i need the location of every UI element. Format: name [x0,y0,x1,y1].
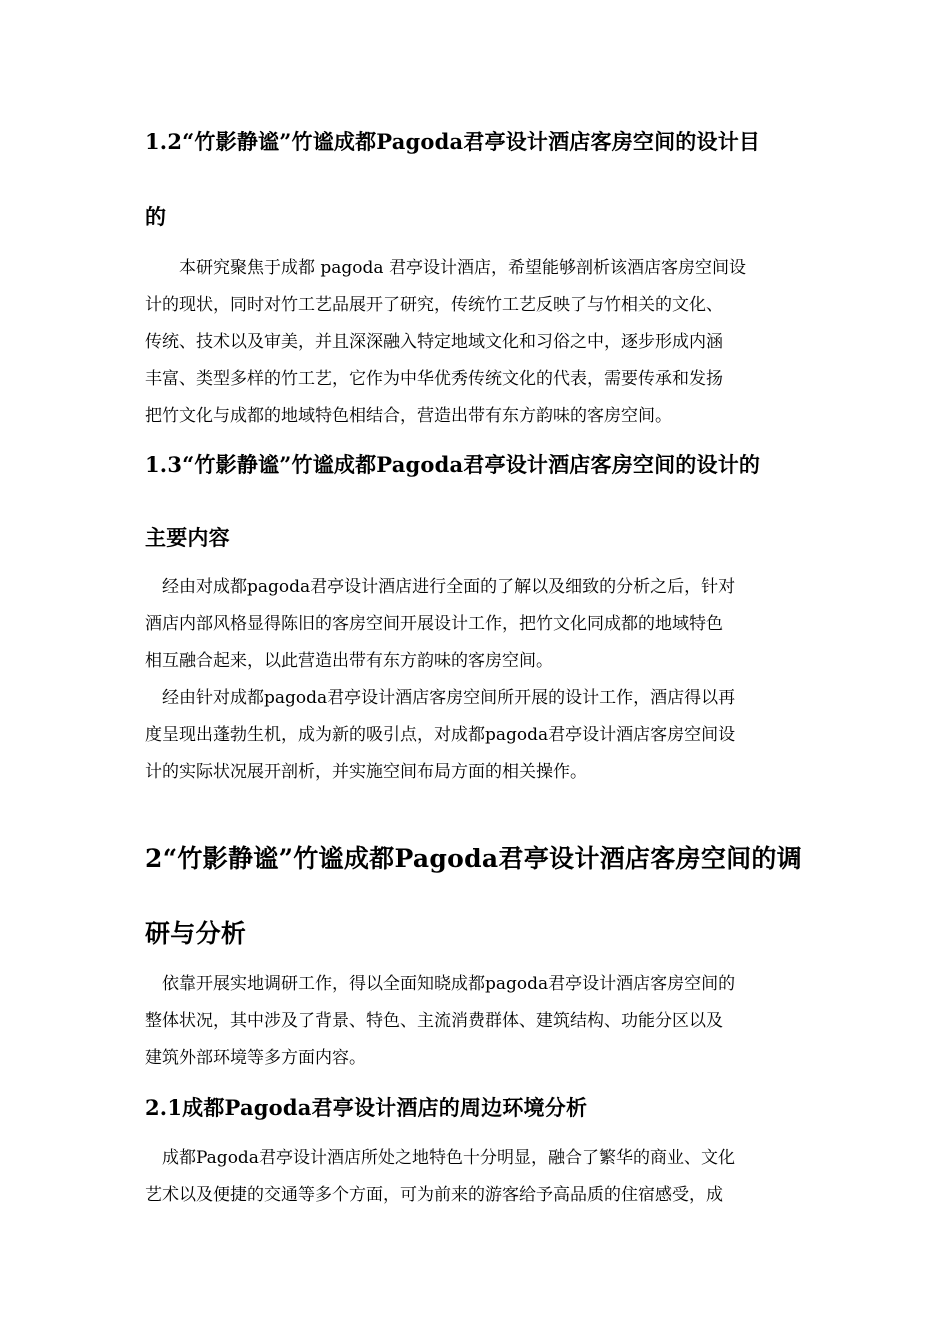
paragraph-line: 经由对成都pagoda君亭设计酒店进行全面的了解以及细致的分析之后，针对 [162,577,736,597]
paragraph-line: 把竹文化与成都的地域特色相结合，营造出带有东方韵味的客房空间。 [145,406,672,426]
paragraph-line: 整体状况，其中涉及了背景、特色、主流消费群体、建筑结构、功能分区以及 [145,1011,723,1031]
paragraph-line: 度呈现出蓬勃生机，成为新的吸引点，对成都pagoda君亭设计酒店客房空间设 [145,725,736,745]
paragraph-line: 建筑外部环境等多方面内容。 [145,1048,366,1068]
paragraph-line: 成都Pagoda君亭设计酒店所处之地特色十分明显，融合了繁华的商业、文化 [162,1148,735,1168]
heading-2-1: 2.1成都Pagoda君亭设计酒店的周边环境分析 [145,1095,588,1120]
paragraph-line: 依靠开展实地调研工作，得以全面知晓成都pagoda君亭设计酒店客房空间的 [162,974,736,994]
paragraph-line: 丰富、类型多样的竹工艺，它作为中华优秀传统文化的代表，需要传承和发扬 [145,369,723,389]
paragraph-1-2 [145,250,807,435]
paragraph-2-1 [145,1140,807,1214]
paragraph-line: 计的现状，同时对竹工艺品展开了研究，传统竹工艺反映了与竹相关的文化、 [145,295,723,315]
heading-2-line1: 2“竹影静谧”竹谧成都Pagoda君亭设计酒店客房空间的调 [145,844,803,873]
paragraph-line: 传统、技术以及审美，并且深深融入特定地域文化和习俗之中，逐步形成内涵 [145,332,723,352]
heading-1-2-line1: 1.2“竹影静谧”竹谧成都Pagoda君亭设计酒店客房空间的设计目 [145,129,761,154]
heading-1-3-line1: 1.3“竹影静谧”竹谧成都Pagoda君亭设计酒店客房空间的设计的 [145,452,761,477]
heading-2-line2: 研与分析 [145,919,247,948]
paragraph-line: 计的实际状况展开剖析，并实施空间布局方面的相关操作。 [145,762,587,782]
paragraph-2 [145,966,807,1077]
paragraph-line: 本研究聚焦于成都 pagoda 君亭设计酒店，希望能够剖析该酒店客房空间设 [179,258,746,278]
paragraph-line: 艺术以及便捷的交通等多个方面，可为前来的游客给予高品质的住宿感受，成 [145,1185,723,1205]
paragraph-line: 酒店内部风格显得陈旧的客房空间开展设计工作，把竹文化同成都的地域特色 [145,614,723,634]
paragraph-1-3-a [145,569,807,680]
paragraph-line: 相互融合起来，以此营造出带有东方韵味的客房空间。 [145,651,553,671]
paragraph-line: 经由针对成都pagoda君亭设计酒店客房空间所开展的设计工作，酒店得以再 [162,688,736,708]
paragraph-1-3-b [145,680,807,791]
heading-1-2-line2: 的 [145,204,167,229]
heading-1-3-line2: 主要内容 [145,525,230,550]
